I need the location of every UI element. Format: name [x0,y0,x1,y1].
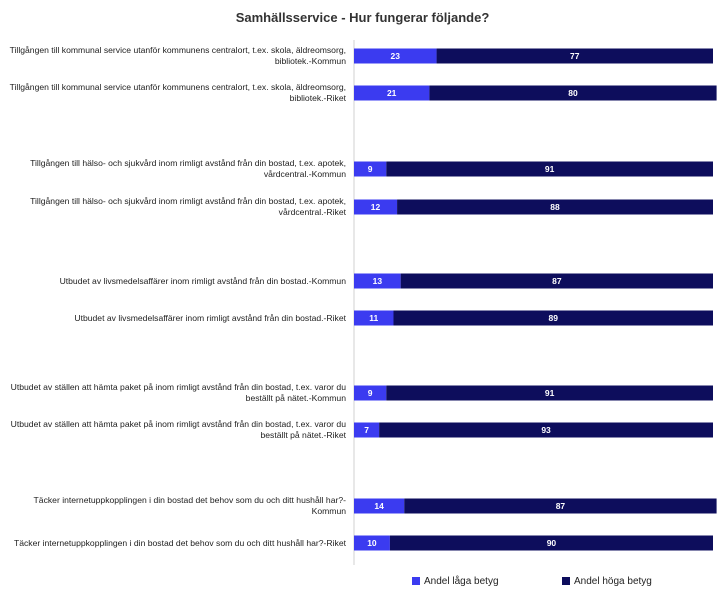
data-label-high: 77 [570,51,580,61]
data-label-low: 12 [370,202,381,212]
legend-swatch-high [562,577,570,585]
data-label-high: 91 [544,388,555,398]
legend-label-high: Andel höga betyg [574,575,652,587]
legend-swatch-low [412,577,420,585]
data-label-high: 80 [568,88,578,98]
data-label-high: 91 [544,164,555,174]
data-label-low: 9 [367,164,373,174]
data-label-high: 93 [541,425,551,435]
chart-title: Samhällsservice - Hur fungerar följande? [235,10,490,25]
data-label-low: 9 [367,388,373,398]
category-label: Utbudet av ställen att hämta paket på inom rimligt avstånd från din bostad, t.ex. varor du beställt på nätet.-Riket [10,419,346,440]
category-label: Tillgången till kommunal service utanför kommunens centralort, t.ex. skola, äldreomsorg, bibliotek.-Riket [9,82,346,103]
data-label-low: 10 [367,538,377,548]
category-label: Utbudet av ställen att hämta paket på inom rimligt avstånd från din bostad, t.ex. varor du beställt på nätet.-Kommun [10,382,346,403]
data-label-low: 14 [374,501,384,511]
category-label: Tillgången till hälso- och sjukvård inom rimligt avstånd från din bostad, t.ex. apotek, vårdcentral.-Riket [30,196,346,217]
data-label-low: 21 [386,88,397,98]
data-label-high: 87 [555,501,566,511]
category-label: Tillgången till hälso- och sjukvård inom rimligt avstånd från din bostad, t.ex. apotek, vårdcentral.-Kommun [30,158,346,179]
legend-item-high [562,575,652,587]
data-label-low: 23 [390,51,401,61]
category-label: Täcker internetuppkopplingen i din bostad det behov som du och ditt hushåll har?-Kommun [33,495,346,516]
data-label-low: 11 [369,313,379,323]
category-label: Tillgången till kommunal service utanför kommunens centralort, t.ex. skola, äldreomsorg, bibliotek.-Kommun [9,45,346,66]
category-label: Utbudet av livsmedelsaffärer inom rimligt avstånd från din bostad.-Kommun [59,275,346,286]
legend-item-low [412,575,499,587]
category-label: Täcker internetuppkopplingen i din bostad det behov som du och ditt hushåll har?-Riket [13,537,346,548]
data-label-high: 87 [552,276,562,286]
legend-label-low: Andel låga betyg [424,575,499,587]
data-label-high: 88 [550,202,560,212]
data-label-low: 13 [372,276,383,286]
data-label-high: 90 [546,538,557,548]
data-label-high: 89 [548,313,558,323]
category-label: Utbudet av livsmedelsaffärer inom rimligt avstånd från din bostad.-Riket [74,312,346,323]
data-label-low: 7 [364,425,369,435]
